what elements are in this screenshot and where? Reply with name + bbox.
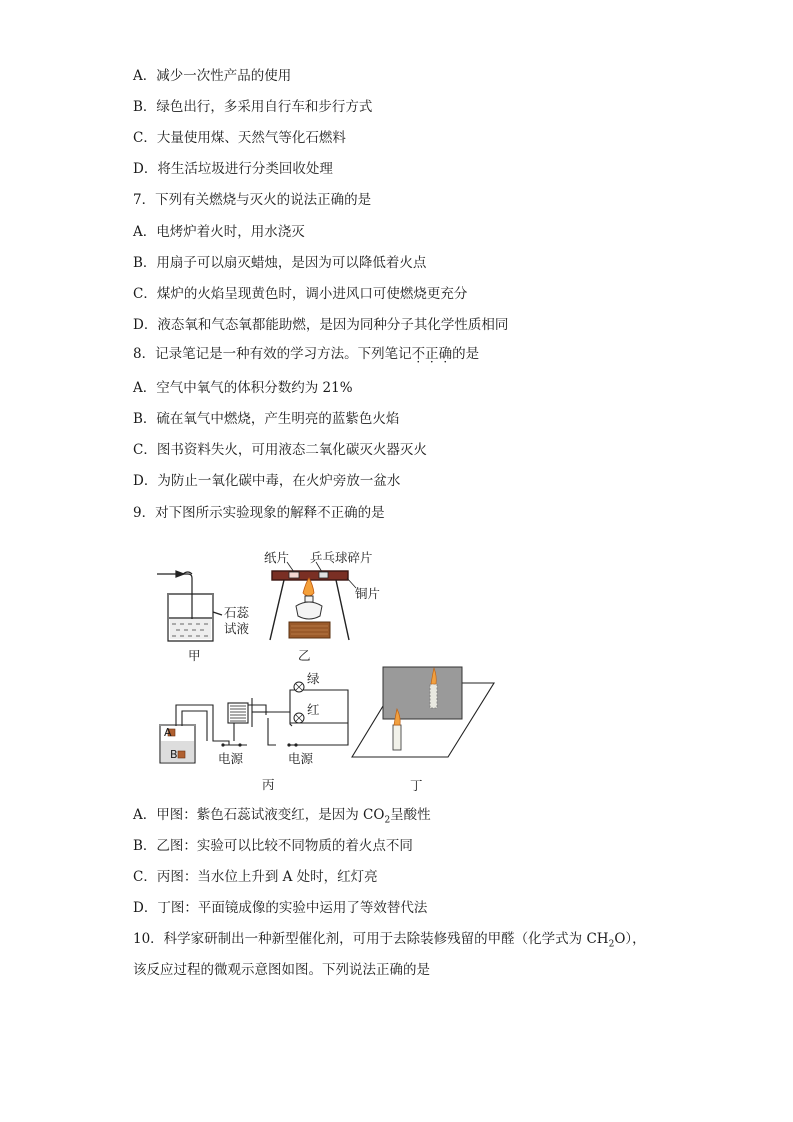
- alcohol-lamp-yi: [289, 596, 330, 638]
- q9-option-b: B．乙图：实验可以比较不同物质的着火点不同: [133, 838, 413, 854]
- label-dianyuan1: 电源: [218, 751, 244, 766]
- label-electrode-b: B: [170, 748, 178, 761]
- label-hong: 红: [307, 702, 320, 717]
- label-dianyuan2: 电源: [288, 751, 314, 766]
- q8-emphasis-char: 不: [411, 346, 426, 362]
- q6-option-c: C．大量使用煤、天然气等化石燃料: [133, 130, 346, 146]
- mirror-setup-ding: [352, 667, 494, 757]
- label-zhipian: 纸片: [264, 550, 290, 565]
- bulb-green: [294, 682, 304, 692]
- q8-option-a: A．空气中氧气的体积分数约为 21%: [133, 380, 353, 396]
- q10-stem-text: 10．科学家研制出一种新型催化剂，可用于去除装修残留的甲醛（化学式为 CH: [133, 931, 609, 947]
- label-yi: 乙: [298, 648, 311, 663]
- label-tongpian: 铜片: [355, 586, 381, 601]
- q10-stem-post: O），: [614, 931, 646, 947]
- q7-stem: 7．下列有关燃烧与灭火的说法正确的是: [133, 192, 372, 208]
- q7-option-a: A．电烤炉着火时，用水浇灭: [133, 224, 305, 240]
- electrode-b: [178, 751, 185, 758]
- bulb-red: [294, 713, 304, 723]
- label-electrode-a: A: [164, 726, 172, 739]
- q6-option-b: B．绿色出行，多采用自行车和步行方式: [133, 99, 373, 115]
- q9-option-a-text: A．甲图：紫色石蕊试液变红，是因为 CO: [133, 807, 385, 823]
- q10-stem-line2: 该反应过程的微观示意图如图。下列说法正确的是: [133, 962, 430, 978]
- label-jia: 甲: [188, 648, 201, 663]
- circuit-bing: [159, 690, 348, 763]
- q10-stem-line1: [133, 930, 646, 954]
- q8-option-c: C．图书资料失火，可用液态二氧化碳灭火器灭火: [133, 442, 427, 458]
- flame-yi: [303, 578, 314, 596]
- q7-option-c: C．煤炉的火焰呈现黄色时，调小进风口可使燃烧更充分: [133, 286, 468, 302]
- label-lv: 绿: [307, 671, 320, 686]
- q8-option-d: D．为防止一氧化碳中毒，在火炉旁放一盆水: [133, 473, 401, 489]
- label-shirui1: 石蕊: [224, 605, 250, 620]
- q9-option-d: D．丁图：平面镜成像的实验中运用了等效替代法: [133, 900, 428, 916]
- q7-option-b: B．用扇子可以扇灭蜡烛，是因为可以降低着火点: [133, 255, 427, 271]
- q8-emphasis-char: 正: [425, 346, 439, 362]
- label-pingpang: 乒乓球碎片: [310, 550, 373, 565]
- q8-option-b: B．硫在氧气中燃烧，产生明亮的蓝紫色火焰: [133, 411, 400, 427]
- q8-emphasis-char: 确: [438, 346, 453, 362]
- q7-option-d: D．液态氧和气态氧都能助燃，是因为同种分子其化学性质相同: [133, 317, 509, 333]
- label-ding: 丁: [410, 778, 423, 793]
- q9-option-a: [133, 806, 431, 830]
- label-bing: 丙: [262, 777, 275, 792]
- q6-option-a: A．减少一次性产品的使用: [133, 68, 292, 84]
- q9-option-a-sub: 2: [384, 815, 391, 826]
- q6-option-d: D．将生活垃圾进行分类回收处理: [133, 161, 333, 177]
- q10-formula-sub: 2: [608, 939, 615, 950]
- q9-option-c: C．丙图：当水位上升到 A 处时，红灯亮: [133, 869, 378, 885]
- label-shirui2: 试液: [224, 621, 250, 636]
- q8-stem-post: 的是: [452, 346, 480, 362]
- q9-option-a-post: 呈酸性: [390, 807, 431, 823]
- q9-stem: 9．对下图所示实验现象的解释不正确的是: [133, 505, 385, 521]
- q8-stem-pre: 8．记录笔记是一种有效的学习方法。下列笔记: [133, 346, 412, 362]
